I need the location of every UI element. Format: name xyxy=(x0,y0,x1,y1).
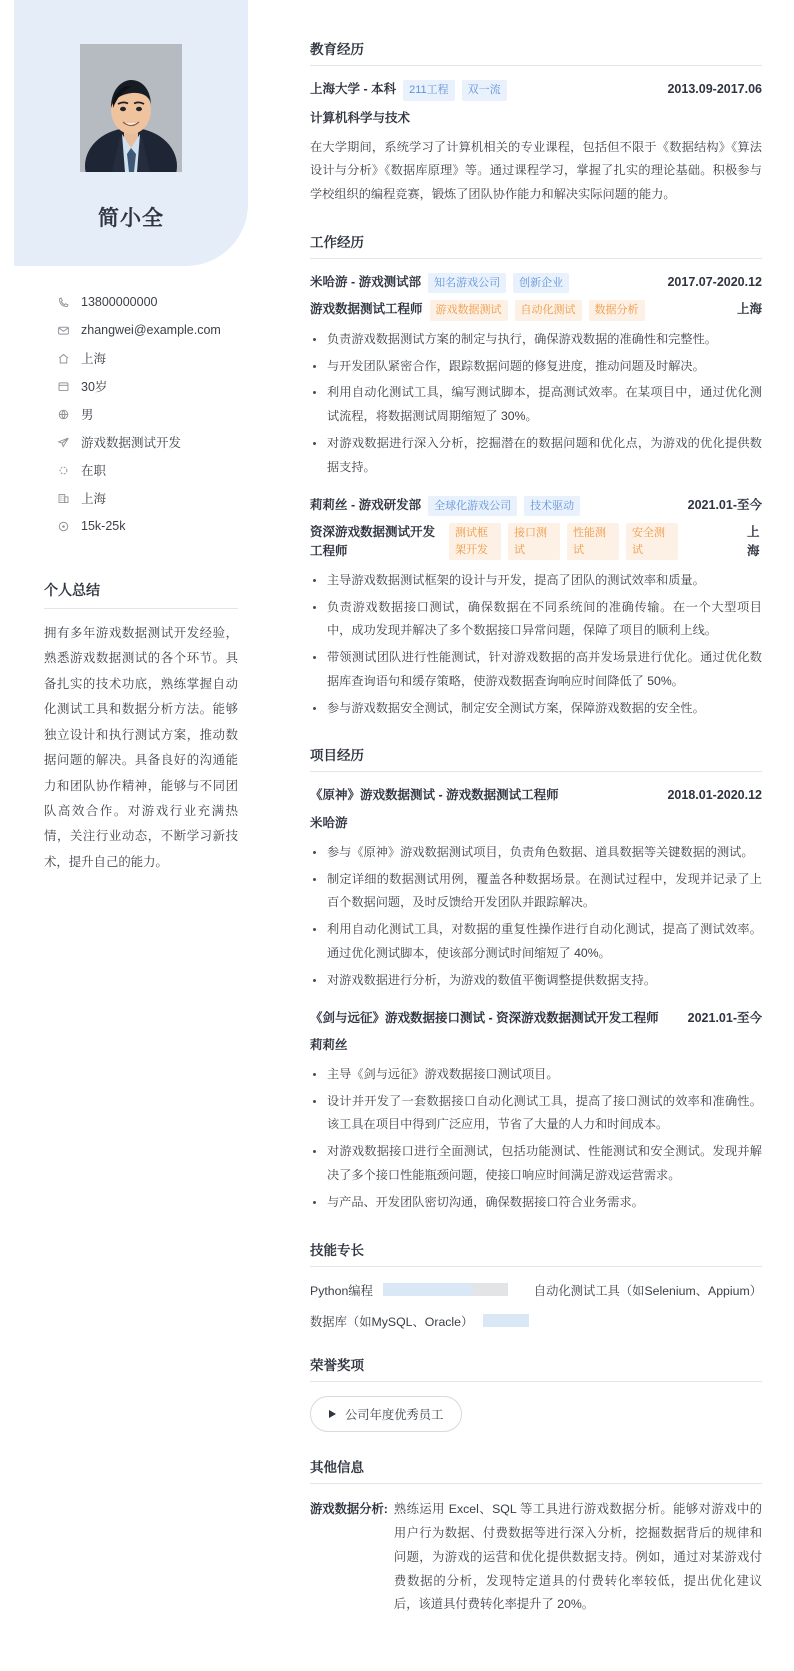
entry-left xyxy=(310,80,659,101)
project-company: 莉莉丝 xyxy=(310,1037,348,1052)
phone-icon xyxy=(56,295,70,309)
work-location: 上海 xyxy=(747,525,760,559)
contact-item-position xyxy=(56,428,282,456)
honor-label: 公司年度优秀员工 xyxy=(345,1407,444,1422)
status-icon xyxy=(56,463,70,477)
skill-name: 数据库（如MySQL、Oracle） xyxy=(310,1314,474,1329)
role-tag: 接口测试 xyxy=(508,523,560,560)
target-icon xyxy=(56,519,70,533)
project-entry xyxy=(310,786,762,992)
skill-name: 自动化测试工具（如Selenium、Appium） xyxy=(533,1283,762,1298)
bullet-item: 对游戏数据进行深入分析，挖掘潜在的数据问题和优化点，为游戏的优化提供数据支持。 xyxy=(310,432,762,480)
bullet-item: 带领测试团队进行性能测试，针对游戏数据的高并发场景进行优化。通过优化数据库查询语句和缓存策略，使游戏数据查询响应时间降低了 50%。 xyxy=(310,646,762,694)
home-icon xyxy=(56,351,70,365)
contact-item-gender xyxy=(56,400,282,428)
contact-item-work-city xyxy=(56,484,282,512)
skill-name: Python编程 xyxy=(310,1283,373,1298)
envelope-icon xyxy=(56,323,70,337)
honor-item[interactable] xyxy=(310,1396,462,1432)
company-name: 莉莉丝 - 游戏研发部 xyxy=(310,497,422,512)
other-info-row xyxy=(310,1498,762,1618)
profile-name: 简小全 xyxy=(98,207,164,230)
entry-role-row xyxy=(310,523,762,562)
bullet-item: 参与《原神》游戏数据测试项目，负责角色数据、道具数据等关键数据的测试。 xyxy=(310,841,762,865)
bullet-item: 设计并开发了一套数据接口自动化测试工具，提高了接口测试的效率和准确性。该工具在项目中得到广泛应用，节省了大量的人力和时间成本。 xyxy=(310,1090,762,1138)
entry-header-row xyxy=(310,786,762,805)
section-other-info xyxy=(310,1456,762,1618)
project-date: 2021.01-至今 xyxy=(687,1010,762,1025)
section-title: 技能专长 xyxy=(310,1239,762,1267)
sidebar xyxy=(0,0,282,875)
education-date: 2013.09-2017.06 xyxy=(667,82,762,96)
section-title: 工作经历 xyxy=(310,231,762,259)
paper-plane-icon xyxy=(56,435,70,449)
calendar-icon xyxy=(56,379,70,393)
bullet-item: 利用自动化测试工具，对数据的重复性操作进行自动化测试，提高了测试效率。通过优化测试脚本，使该部分测试时间缩短了 40%。 xyxy=(310,918,762,966)
section-title: 教育经历 xyxy=(310,38,762,66)
education-major: 计算机科学与技术 xyxy=(310,110,411,125)
contact-value: 30岁 xyxy=(81,380,108,394)
section-title: 其他信息 xyxy=(310,1456,762,1484)
section-project-experience xyxy=(310,744,762,1214)
role-tag: 游戏数据测试 xyxy=(430,300,508,321)
contact-list xyxy=(0,288,282,540)
entry-left xyxy=(310,300,729,321)
contact-item-salary xyxy=(56,512,282,540)
bullet-item: 主导《剑与远征》游戏数据接口测试项目。 xyxy=(310,1063,762,1087)
work-entry xyxy=(310,273,762,480)
profile-photo xyxy=(80,44,182,172)
project-name: 《剑与远征》游戏数据接口测试 - 资深游戏数据测试开发工程师 xyxy=(310,1010,659,1025)
skill-row xyxy=(310,1281,762,1299)
other-info-text: 熟练运用 Excel、SQL 等工具进行游戏数据分析。能够对游戏中的用户行为数据、付费数据等进行深入分析，挖掘数据背后的规律和问题，为游戏的运营和优化提供数据支持。例如，通过对某游戏付费数据的分析，发现特定道具的付费转化率较低，提出优化建议后，该道具付费转化率提升了 20%。 xyxy=(393,1501,762,1612)
company-name: 米哈游 - 游戏测试部 xyxy=(310,274,422,289)
company-tag: 全球化游戏公司 xyxy=(428,496,517,517)
company-tag: 技术驱动 xyxy=(524,496,580,517)
project-entry xyxy=(310,1009,762,1215)
entry-header-row xyxy=(310,496,762,517)
project-date: 2018.01-2020.12 xyxy=(667,788,762,803)
gender-icon xyxy=(56,407,70,421)
work-date: 2017.07-2020.12 xyxy=(667,274,762,289)
work-location: 上海 xyxy=(736,302,762,317)
project-bullets xyxy=(310,841,762,993)
work-date: 2021.01-至今 xyxy=(687,497,762,512)
bullet-item: 与产品、开发团队密切沟通，确保数据接口符合业务需求。 xyxy=(310,1191,762,1215)
bullet-item: 主导游戏数据测试框架的设计与开发，提高了团队的测试效率和质量。 xyxy=(310,569,762,593)
entry-left xyxy=(310,273,659,294)
project-name: 《原神》游戏数据测试 - 游戏数据测试工程师 xyxy=(310,788,559,803)
school-name: 上海大学 - 本科 xyxy=(310,82,397,96)
entry-left xyxy=(310,786,659,805)
entry-header-row xyxy=(310,80,762,101)
contact-item-phone xyxy=(56,288,282,316)
section-title: 个人总结 xyxy=(44,580,238,609)
contact-value: zhangwei@example.com xyxy=(81,323,221,337)
education-tag: 211工程 xyxy=(403,80,455,101)
avatar xyxy=(80,44,182,172)
contact-item-status xyxy=(56,456,282,484)
education-entry xyxy=(310,80,762,207)
education-tag: 双一流 xyxy=(462,80,507,101)
bullet-item: 参与游戏数据安全测试，制定安全测试方案，保障游戏数据的安全性。 xyxy=(310,697,762,721)
contact-value: 上海 xyxy=(81,352,107,366)
bullet-item: 制定详细的数据测试用例，覆盖各种数据场景。在测试过程中，发现并记录了上百个数据问题，及时反馈给开发团队并跟踪解决。 xyxy=(310,868,762,916)
entry-left xyxy=(310,523,739,562)
contact-item-city xyxy=(56,344,282,372)
entry-left xyxy=(310,496,680,517)
section-skills xyxy=(310,1239,762,1330)
bullet-item: 利用自动化测试工具，编写测试脚本，提高测试效率。在某项目中，通过优化测试流程，将数据测试周期缩短了 30%。 xyxy=(310,381,762,429)
bullet-item: 对游戏数据进行分析，为游戏的数值平衡调整提供数据支持。 xyxy=(310,969,762,993)
bullet-item: 与开发团队紧密合作，跟踪数据问题的修复进度，推动问题及时解决。 xyxy=(310,355,762,379)
work-bullets xyxy=(310,328,762,480)
company-tag: 知名游戏公司 xyxy=(428,273,506,294)
role-tag: 安全测试 xyxy=(626,523,678,560)
profile-hero xyxy=(14,0,248,266)
project-company: 米哈游 xyxy=(310,815,348,830)
contact-item-email xyxy=(56,316,282,344)
contact-value: 15k-25k xyxy=(81,519,126,533)
section-education xyxy=(310,38,762,207)
section-work-experience xyxy=(310,231,762,721)
section-title: 项目经历 xyxy=(310,744,762,772)
project-bullets xyxy=(310,1063,762,1215)
education-description: 在大学期间，系统学习了计算机相关的专业课程，包括但不限于《数据结构》《算法设计与分析》《数据库原理》等。通过课程学习，掌握了扎实的理论基础。积极参与学校组织的编程竞赛，锻炼了团队协作能力和解决实际问题的能力。 xyxy=(310,139,762,202)
other-info-label: 游戏数据分析: xyxy=(310,1501,388,1516)
summary-text: 拥有多年游戏数据测试开发经验，熟悉游戏数据测试的各个环节。具备扎实的技术功底，熟练掌握自动化测试工具和数据分析方法。能够独立设计和执行测试方案，推动数据问题的解决。具备良好的沟通能力和团队协作精神，能够与不同团队高效合作。对游戏行业充满热情，关注行业动态，不断学习新技术，提升自己的能力。 xyxy=(44,626,238,869)
entry-left xyxy=(310,1009,680,1028)
main-content xyxy=(310,0,762,1671)
company-tag: 创新企业 xyxy=(513,273,569,294)
section-title: 荣誉奖项 xyxy=(310,1354,762,1382)
contact-value: 13800000000 xyxy=(81,295,158,309)
bullet-item: 负责游戏数据接口测试，确保数据在不同系统间的准确传输。在一个大型项目中，成功发现并解决了多个数据接口异常问题，保障了项目的顺利上线。 xyxy=(310,596,762,644)
redacted-bar xyxy=(483,1314,529,1327)
bullet-item: 负责游戏数据测试方案的制定与执行，确保游戏数据的准确性和完整性。 xyxy=(310,328,762,352)
skill-row xyxy=(310,1312,762,1330)
section-personal-summary xyxy=(0,580,282,875)
play-triangle-icon xyxy=(329,1410,336,1418)
entry-header-row xyxy=(310,273,762,294)
role-title: 游戏数据测试工程师 xyxy=(310,302,423,317)
contact-value: 上海 xyxy=(81,492,107,506)
role-tag: 性能测试 xyxy=(567,523,619,560)
building-icon xyxy=(56,491,70,505)
role-title: 资深游戏数据测试开发工程师 xyxy=(310,525,436,559)
redacted-bar xyxy=(383,1283,508,1296)
role-tag: 测试框架开发 xyxy=(449,523,501,560)
work-bullets xyxy=(310,569,762,721)
contact-item-age xyxy=(56,372,282,400)
skills-grid xyxy=(310,1281,762,1330)
entry-role-row xyxy=(310,300,762,321)
section-honors xyxy=(310,1354,762,1432)
role-tag: 数据分析 xyxy=(589,300,645,321)
entry-header-row xyxy=(310,1009,762,1028)
contact-value: 男 xyxy=(81,408,94,422)
role-tag: 自动化测试 xyxy=(515,300,582,321)
contact-value: 游戏数据测试开发 xyxy=(81,436,182,450)
work-entry xyxy=(310,496,762,721)
contact-value: 在职 xyxy=(81,464,107,478)
bullet-item: 对游戏数据接口进行全面测试，包括功能测试、性能测试和安全测试。发现并解决了多个接口性能瓶颈问题，使接口响应时间满足游戏运营需求。 xyxy=(310,1140,762,1188)
